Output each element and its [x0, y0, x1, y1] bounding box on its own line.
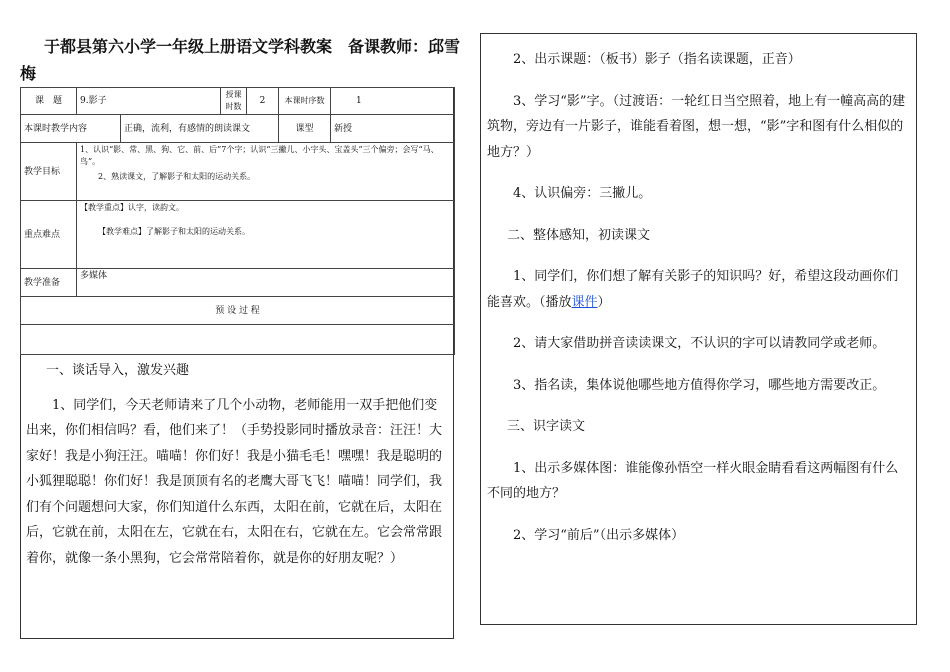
hours-value: 2	[247, 88, 279, 115]
goal-2: 2、熟读课文，了解影子和太阳的运动关系。	[98, 172, 256, 181]
content-label: 本课时教学内容	[21, 115, 121, 143]
paragraph-text: ）	[597, 294, 611, 310]
table-row	[21, 325, 455, 355]
paragraph	[487, 264, 911, 315]
table-row	[21, 201, 455, 269]
table-row	[21, 297, 455, 325]
paragraph: 3、学习“影”字。（过渡语：一轮红日当空照着，地上有一幢高高的建筑物，旁边有一片影子，谁能看着图，想一想，“影”字和图有什么相似的地方？）	[487, 93, 906, 160]
prep-label: 教学准备	[21, 269, 77, 297]
key-point-2: 【教学难点】了解影子和太阳的运动关系。	[98, 227, 250, 236]
type-label: 课型	[279, 115, 331, 143]
process-header: 预 设 过 程	[21, 297, 455, 325]
hours-label: 授课时数	[221, 88, 247, 115]
paragraph: 2、请大家借助拼音读读课文，不认识的字可以请教同学或老师。	[513, 336, 886, 351]
table-row	[21, 143, 455, 201]
session-number: 1	[356, 96, 362, 106]
section-heading: 一、谈话导入，激发兴趣	[46, 363, 190, 378]
paragraph: 2、学习“前后”（出示多媒体）	[513, 527, 685, 543]
section-heading: 二、整体感知，初读课文	[507, 227, 651, 243]
session-label: 本课时序数	[279, 88, 331, 115]
lesson-info-table	[20, 87, 455, 355]
prep-value: 多媒体	[77, 269, 455, 297]
content-value: 正确，流利，有感情的朗读课文	[121, 115, 279, 143]
page-title: 于都县第六小学一年级上册语文学科教案 备课教师：邱雪梅	[20, 37, 461, 83]
table-row	[21, 115, 455, 143]
key-label: 重点难点	[21, 201, 77, 269]
courseware-link[interactable]: 课件	[571, 294, 598, 310]
paragraph-text: 1、同学们，你们想了解有关影子的知识吗？好，希望这段动画你们能喜欢。（播放	[487, 269, 899, 310]
empty-row	[21, 325, 455, 355]
right-lesson-text	[487, 47, 911, 564]
goals-label: 教学目标	[21, 143, 77, 201]
paragraph: 3、指名读，集体说他哪些地方值得你学习，哪些地方需要改正。	[513, 377, 886, 393]
paragraph: 1、出示多媒体图：谁能像孙悟空一样火眼金睛看看这两幅图有什么不同的地方？	[487, 460, 899, 501]
goals-cell	[77, 143, 455, 201]
session-value	[331, 88, 455, 115]
table-row	[21, 269, 455, 297]
paragraph: 4、认识偏旁：三撇儿。	[513, 186, 652, 201]
topic-label: 课 题	[21, 88, 77, 115]
topic-value: 9.影子	[77, 88, 221, 115]
table-row	[21, 88, 455, 115]
paragraph: 1、同学们，今天老师请来了几个小动物，老师能用一双手把他们变出来，你们相信吗？看，他们来了！（手势投影同时播放录音：汪汪！大家好！我是小狗汪汪。喵喵！你们好！我是小猫毛毛！嘿嘿！我是聪明的小狐狸聪聪！你们好！我是顶顶有名的老鹰大哥飞飞！喵喵！同学们，我们有个问题想问大家，你们知道什么东西，太阳在前，它就在后，太阳在后，它就在前，太阳在左，它就在右，太阳在右，它就在左。它会常常跟着你，就像一条小黑狗，它会常常陪着你，就是你的好朋友呢？）	[26, 397, 443, 566]
key-point-1: 【教学重点】认字，读韵文。	[80, 203, 184, 212]
goal-1: 1、认识“影、常、黑、狗、它、前、后”7个字；认识“三撇儿、小字头、宝盖头”三个偏旁；会写“马、鸟”。	[80, 145, 439, 166]
left-lesson-text	[26, 358, 450, 571]
paragraph: 2、出示课题：（板书）影子（指名读课题，正音）	[513, 52, 801, 67]
section-heading: 三、识字读文	[507, 419, 586, 434]
type-value: 新授	[331, 115, 455, 143]
key-cell	[77, 201, 455, 269]
